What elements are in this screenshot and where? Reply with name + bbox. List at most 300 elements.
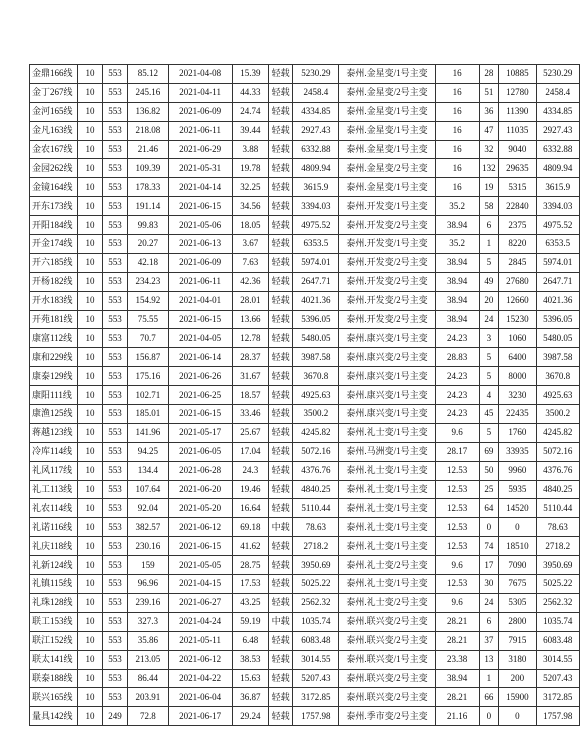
count-cell: 58 [479, 197, 499, 216]
substation-transformer-cell: 泰州.金星变/1号主变 [339, 102, 435, 121]
voltage-cell: 10 [78, 216, 102, 235]
date-cell: 2021-06-28 [168, 461, 232, 480]
substation-transformer-cell: 泰州.金星变/1号主变 [339, 140, 435, 159]
date-cell: 2021-06-12 [168, 650, 232, 669]
margin-cell: 3172.85 [293, 688, 339, 707]
line-name-cell: 开水183线 [30, 291, 78, 310]
margin-cell: 5025.22 [293, 575, 339, 594]
max-current-cell: 72.8 [128, 707, 168, 726]
voltage-cell: 10 [78, 688, 102, 707]
margin-cell: 2718.2 [293, 537, 339, 556]
max-current-cell: 213.05 [128, 650, 168, 669]
capacity-cell: 28.21 [435, 631, 479, 650]
rated-current-cell: 249 [102, 707, 128, 726]
load-status-cell: 轻载 [268, 631, 292, 650]
load-rate-cell: 15.39 [232, 65, 268, 84]
substation-transformer-cell: 泰州.开发变/2号主变 [339, 272, 435, 291]
line-load-table [29, 64, 580, 726]
load-rate-cell: 16.64 [232, 499, 268, 518]
load-rate-cell: 34.56 [232, 197, 268, 216]
load-rate-cell: 32.25 [232, 178, 268, 197]
count-cell: 32 [479, 140, 499, 159]
count-cell: 30 [479, 575, 499, 594]
voltage-cell: 10 [78, 556, 102, 575]
date-cell: 2021-06-15 [168, 310, 232, 329]
date-cell: 2021-06-09 [168, 253, 232, 272]
load-rate-cell: 15.63 [232, 669, 268, 688]
rated-current-cell: 553 [102, 423, 128, 442]
table-row [30, 442, 580, 461]
date-cell: 2021-06-25 [168, 386, 232, 405]
capacity-cell: 9.6 [435, 423, 479, 442]
load-status-cell: 轻载 [268, 480, 292, 499]
count-cell: 49 [479, 272, 499, 291]
user-capacity-cell: 7915 [499, 631, 536, 650]
margin-cell: 5072.16 [293, 442, 339, 461]
rated-current-cell: 553 [102, 178, 128, 197]
rated-current-cell: 553 [102, 688, 128, 707]
user-capacity-cell: 2375 [499, 216, 536, 235]
margin-cell: 5974.01 [293, 253, 339, 272]
date-cell: 2021-04-22 [168, 669, 232, 688]
voltage-cell: 10 [78, 253, 102, 272]
substation-transformer-cell: 泰州.礼士变/1号主变 [339, 518, 435, 537]
table-row [30, 480, 580, 499]
count-cell: 0 [479, 518, 499, 537]
load-rate-cell: 59.19 [232, 612, 268, 631]
voltage-cell: 10 [78, 461, 102, 480]
count-cell: 5 [479, 367, 499, 386]
rated-current-cell: 553 [102, 102, 128, 121]
line-name-cell: 金河165线 [30, 102, 78, 121]
table-row [30, 253, 580, 272]
margin-cell: 4021.36 [293, 291, 339, 310]
table-row [30, 575, 580, 594]
date-cell: 2021-06-15 [168, 537, 232, 556]
date-cell: 2021-06-15 [168, 405, 232, 424]
count-cell: 37 [479, 631, 499, 650]
capacity-cell: 28.83 [435, 348, 479, 367]
load-rate-cell: 69.18 [232, 518, 268, 537]
table-row [30, 556, 580, 575]
rated-current-cell: 553 [102, 405, 128, 424]
rated-current-cell: 553 [102, 386, 128, 405]
user-capacity-cell: 14520 [499, 499, 536, 518]
substation-transformer-cell: 泰州.联兴变/2号主变 [339, 631, 435, 650]
date-cell: 2021-06-17 [168, 707, 232, 726]
load-status-cell: 轻载 [268, 272, 292, 291]
line-name-cell: 康泰129线 [30, 367, 78, 386]
voltage-cell: 10 [78, 367, 102, 386]
rated-current-cell: 553 [102, 631, 128, 650]
substation-transformer-cell: 泰州.礼士变/1号主变 [339, 575, 435, 594]
substation-transformer-cell: 泰州.礼士变/1号主变 [339, 461, 435, 480]
margin-cell: 4809.94 [293, 159, 339, 178]
rated-current-cell: 553 [102, 367, 128, 386]
rated-current-cell: 553 [102, 121, 128, 140]
date-cell: 2021-06-13 [168, 235, 232, 254]
load-status-cell: 轻载 [268, 235, 292, 254]
count-cell: 6 [479, 216, 499, 235]
load-rate-cell: 19.46 [232, 480, 268, 499]
substation-transformer-cell: 泰州.开发变/2号主变 [339, 253, 435, 272]
line-name-cell: 联泰188线 [30, 669, 78, 688]
available-margin-cell: 1035.74 [536, 612, 580, 631]
count-cell: 17 [479, 556, 499, 575]
load-rate-cell: 19.78 [232, 159, 268, 178]
max-current-cell: 159 [128, 556, 168, 575]
available-margin-cell: 3950.69 [536, 556, 580, 575]
date-cell: 2021-05-11 [168, 631, 232, 650]
load-rate-cell: 28.37 [232, 348, 268, 367]
load-rate-cell: 29.24 [232, 707, 268, 726]
user-capacity-cell: 15230 [499, 310, 536, 329]
available-margin-cell: 5025.22 [536, 575, 580, 594]
load-rate-cell: 3.67 [232, 235, 268, 254]
rated-current-cell: 553 [102, 159, 128, 178]
margin-cell: 2927.43 [293, 121, 339, 140]
capacity-cell: 38.94 [435, 291, 479, 310]
date-cell: 2021-06-12 [168, 518, 232, 537]
line-name-cell: 礼镇115线 [30, 575, 78, 594]
margin-cell: 4245.82 [293, 423, 339, 442]
load-rate-cell: 24.3 [232, 461, 268, 480]
margin-cell: 2647.71 [293, 272, 339, 291]
line-name-cell: 金镜164线 [30, 178, 78, 197]
voltage-cell: 10 [78, 707, 102, 726]
voltage-cell: 10 [78, 329, 102, 348]
capacity-cell: 21.16 [435, 707, 479, 726]
line-name-cell: 开东173线 [30, 197, 78, 216]
voltage-cell: 10 [78, 386, 102, 405]
capacity-cell: 12.53 [435, 518, 479, 537]
line-name-cell: 礼诺116线 [30, 518, 78, 537]
available-margin-cell: 5110.44 [536, 499, 580, 518]
max-current-cell: 134.4 [128, 461, 168, 480]
load-status-cell: 轻载 [268, 83, 292, 102]
load-rate-cell: 39.44 [232, 121, 268, 140]
available-margin-cell: 2718.2 [536, 537, 580, 556]
user-capacity-cell: 11035 [499, 121, 536, 140]
count-cell: 28 [479, 65, 499, 84]
substation-transformer-cell: 泰州.康兴变/1号主变 [339, 405, 435, 424]
margin-cell: 3394.03 [293, 197, 339, 216]
date-cell: 2021-06-29 [168, 140, 232, 159]
max-current-cell: 21.46 [128, 140, 168, 159]
voltage-cell: 10 [78, 575, 102, 594]
capacity-cell: 12.53 [435, 499, 479, 518]
table-row [30, 367, 580, 386]
capacity-cell: 16 [435, 65, 479, 84]
load-status-cell: 轻载 [268, 140, 292, 159]
count-cell: 5 [479, 253, 499, 272]
substation-transformer-cell: 泰州.金星变/1号主变 [339, 121, 435, 140]
available-margin-cell: 6083.48 [536, 631, 580, 650]
count-cell: 69 [479, 442, 499, 461]
voltage-cell: 10 [78, 593, 102, 612]
max-current-cell: 156.87 [128, 348, 168, 367]
date-cell: 2021-06-20 [168, 480, 232, 499]
date-cell: 2021-05-31 [168, 159, 232, 178]
available-margin-cell: 2647.71 [536, 272, 580, 291]
voltage-cell: 10 [78, 291, 102, 310]
rated-current-cell: 553 [102, 348, 128, 367]
load-status-cell: 轻载 [268, 178, 292, 197]
capacity-cell: 38.94 [435, 669, 479, 688]
available-margin-cell: 3500.2 [536, 405, 580, 424]
load-status-cell: 轻载 [268, 367, 292, 386]
load-status-cell: 轻载 [268, 197, 292, 216]
load-status-cell: 轻载 [268, 669, 292, 688]
available-margin-cell: 3987.58 [536, 348, 580, 367]
load-rate-cell: 17.53 [232, 575, 268, 594]
voltage-cell: 10 [78, 310, 102, 329]
available-margin-cell: 3014.55 [536, 650, 580, 669]
user-capacity-cell: 5315 [499, 178, 536, 197]
voltage-cell: 10 [78, 669, 102, 688]
count-cell: 51 [479, 83, 499, 102]
margin-cell: 2458.4 [293, 83, 339, 102]
load-status-cell: 轻载 [268, 556, 292, 575]
date-cell: 2021-06-04 [168, 688, 232, 707]
available-margin-cell: 4334.85 [536, 102, 580, 121]
count-cell: 24 [479, 310, 499, 329]
capacity-cell: 16 [435, 140, 479, 159]
count-cell: 64 [479, 499, 499, 518]
max-current-cell: 230.16 [128, 537, 168, 556]
substation-transformer-cell: 泰州.开发变/1号主变 [339, 235, 435, 254]
rated-current-cell: 553 [102, 499, 128, 518]
margin-cell: 2562.32 [293, 593, 339, 612]
date-cell: 2021-06-26 [168, 367, 232, 386]
max-current-cell: 136.82 [128, 102, 168, 121]
substation-transformer-cell: 泰州.金星变/2号主变 [339, 83, 435, 102]
capacity-cell: 12.53 [435, 480, 479, 499]
load-status-cell: 轻载 [268, 159, 292, 178]
rated-current-cell: 553 [102, 216, 128, 235]
load-rate-cell: 44.33 [232, 83, 268, 102]
capacity-cell: 12.53 [435, 461, 479, 480]
load-status-cell: 中载 [268, 518, 292, 537]
user-capacity-cell: 3180 [499, 650, 536, 669]
load-rate-cell: 24.74 [232, 102, 268, 121]
voltage-cell: 10 [78, 65, 102, 84]
table-row [30, 461, 580, 480]
substation-transformer-cell: 泰州.金星变/2号主变 [339, 159, 435, 178]
load-rate-cell: 43.25 [232, 593, 268, 612]
date-cell: 2021-05-05 [168, 556, 232, 575]
load-status-cell: 轻载 [268, 348, 292, 367]
user-capacity-cell: 22435 [499, 405, 536, 424]
load-status-cell: 轻载 [268, 593, 292, 612]
capacity-cell: 38.94 [435, 216, 479, 235]
capacity-cell: 16 [435, 121, 479, 140]
margin-cell: 5207.43 [293, 669, 339, 688]
user-capacity-cell: 10885 [499, 65, 536, 84]
line-name-cell: 康富112线 [30, 329, 78, 348]
count-cell: 4 [479, 386, 499, 405]
date-cell: 2021-04-05 [168, 329, 232, 348]
table-row [30, 235, 580, 254]
margin-cell: 5480.05 [293, 329, 339, 348]
available-margin-cell: 4245.82 [536, 423, 580, 442]
max-current-cell: 175.16 [128, 367, 168, 386]
user-capacity-cell: 5935 [499, 480, 536, 499]
margin-cell: 6083.48 [293, 631, 339, 650]
table-body [30, 65, 580, 726]
substation-transformer-cell: 泰州.礼士变/2号主变 [339, 593, 435, 612]
line-name-cell: 联太141线 [30, 650, 78, 669]
max-current-cell: 107.64 [128, 480, 168, 499]
count-cell: 74 [479, 537, 499, 556]
voltage-cell: 10 [78, 518, 102, 537]
line-name-cell: 开六185线 [30, 253, 78, 272]
rated-current-cell: 553 [102, 272, 128, 291]
user-capacity-cell: 3230 [499, 386, 536, 405]
rated-current-cell: 553 [102, 556, 128, 575]
available-margin-cell: 2562.32 [536, 593, 580, 612]
margin-cell: 3987.58 [293, 348, 339, 367]
rated-current-cell: 553 [102, 612, 128, 631]
load-rate-cell: 7.63 [232, 253, 268, 272]
rated-current-cell: 553 [102, 480, 128, 499]
date-cell: 2021-06-05 [168, 442, 232, 461]
available-margin-cell: 3172.85 [536, 688, 580, 707]
line-name-cell: 开阳184线 [30, 216, 78, 235]
margin-cell: 6353.5 [293, 235, 339, 254]
margin-cell: 1035.74 [293, 612, 339, 631]
load-status-cell: 轻载 [268, 291, 292, 310]
line-name-cell: 礼工113线 [30, 480, 78, 499]
capacity-cell: 16 [435, 83, 479, 102]
rated-current-cell: 553 [102, 669, 128, 688]
load-status-cell: 轻载 [268, 707, 292, 726]
line-name-cell: 礼农114线 [30, 499, 78, 518]
load-rate-cell: 33.46 [232, 405, 268, 424]
load-rate-cell: 38.53 [232, 650, 268, 669]
max-current-cell: 85.12 [128, 65, 168, 84]
count-cell: 36 [479, 102, 499, 121]
capacity-cell: 16 [435, 159, 479, 178]
max-current-cell: 141.96 [128, 423, 168, 442]
rated-current-cell: 553 [102, 291, 128, 310]
substation-transformer-cell: 泰州.季市变/2号主变 [339, 707, 435, 726]
load-status-cell: 轻载 [268, 65, 292, 84]
table-row [30, 650, 580, 669]
max-current-cell: 96.96 [128, 575, 168, 594]
max-current-cell: 382.57 [128, 518, 168, 537]
line-name-cell: 康和229线 [30, 348, 78, 367]
capacity-cell: 28.21 [435, 688, 479, 707]
count-cell: 50 [479, 461, 499, 480]
date-cell: 2021-05-06 [168, 216, 232, 235]
margin-cell: 78.63 [293, 518, 339, 537]
count-cell: 1 [479, 235, 499, 254]
substation-transformer-cell: 泰州.开发变/2号主变 [339, 291, 435, 310]
table-row [30, 65, 580, 84]
table-row [30, 159, 580, 178]
capacity-cell: 9.6 [435, 556, 479, 575]
max-current-cell: 20.27 [128, 235, 168, 254]
table-row [30, 310, 580, 329]
capacity-cell: 38.94 [435, 310, 479, 329]
table-row [30, 518, 580, 537]
substation-transformer-cell: 泰州.礼士变/2号主变 [339, 556, 435, 575]
available-margin-cell: 3670.8 [536, 367, 580, 386]
available-margin-cell: 5072.16 [536, 442, 580, 461]
user-capacity-cell: 9040 [499, 140, 536, 159]
margin-cell: 1757.98 [293, 707, 339, 726]
user-capacity-cell: 29635 [499, 159, 536, 178]
rated-current-cell: 553 [102, 575, 128, 594]
table-row [30, 329, 580, 348]
voltage-cell: 10 [78, 442, 102, 461]
table-row [30, 291, 580, 310]
voltage-cell: 10 [78, 631, 102, 650]
table-row [30, 499, 580, 518]
capacity-cell: 12.53 [435, 537, 479, 556]
load-rate-cell: 41.62 [232, 537, 268, 556]
table-row [30, 612, 580, 631]
table-row [30, 272, 580, 291]
available-margin-cell: 5230.29 [536, 65, 580, 84]
rated-current-cell: 553 [102, 197, 128, 216]
substation-transformer-cell: 泰州.礼士变/1号主变 [339, 480, 435, 499]
table-row [30, 631, 580, 650]
table-row [30, 423, 580, 442]
voltage-cell: 10 [78, 423, 102, 442]
load-status-cell: 轻载 [268, 405, 292, 424]
user-capacity-cell: 0 [499, 518, 536, 537]
capacity-cell: 16 [435, 102, 479, 121]
load-status-cell: 轻载 [268, 386, 292, 405]
margin-cell: 3670.8 [293, 367, 339, 386]
line-name-cell: 冷库114线 [30, 442, 78, 461]
margin-cell: 4840.25 [293, 480, 339, 499]
table-row [30, 688, 580, 707]
voltage-cell: 10 [78, 272, 102, 291]
capacity-cell: 28.21 [435, 612, 479, 631]
max-current-cell: 154.92 [128, 291, 168, 310]
user-capacity-cell: 8220 [499, 235, 536, 254]
table-row [30, 121, 580, 140]
capacity-cell: 24.23 [435, 405, 479, 424]
line-name-cell: 联江152线 [30, 631, 78, 650]
date-cell: 2021-05-17 [168, 423, 232, 442]
rated-current-cell: 553 [102, 310, 128, 329]
user-capacity-cell: 27680 [499, 272, 536, 291]
max-current-cell: 185.01 [128, 405, 168, 424]
substation-transformer-cell: 泰州.金星变/1号主变 [339, 65, 435, 84]
max-current-cell: 70.7 [128, 329, 168, 348]
table-row [30, 386, 580, 405]
load-status-cell: 轻载 [268, 329, 292, 348]
substation-transformer-cell: 泰州.开发变/2号主变 [339, 216, 435, 235]
capacity-cell: 28.17 [435, 442, 479, 461]
max-current-cell: 327.3 [128, 612, 168, 631]
voltage-cell: 10 [78, 405, 102, 424]
max-current-cell: 234.23 [128, 272, 168, 291]
load-status-cell: 中载 [268, 612, 292, 631]
user-capacity-cell: 1060 [499, 329, 536, 348]
count-cell: 0 [479, 707, 499, 726]
line-name-cell: 开苑181线 [30, 310, 78, 329]
max-current-cell: 86.44 [128, 669, 168, 688]
load-status-cell: 轻载 [268, 216, 292, 235]
substation-transformer-cell: 泰州.联兴变/2号主变 [339, 688, 435, 707]
max-current-cell: 109.39 [128, 159, 168, 178]
margin-cell: 4975.52 [293, 216, 339, 235]
